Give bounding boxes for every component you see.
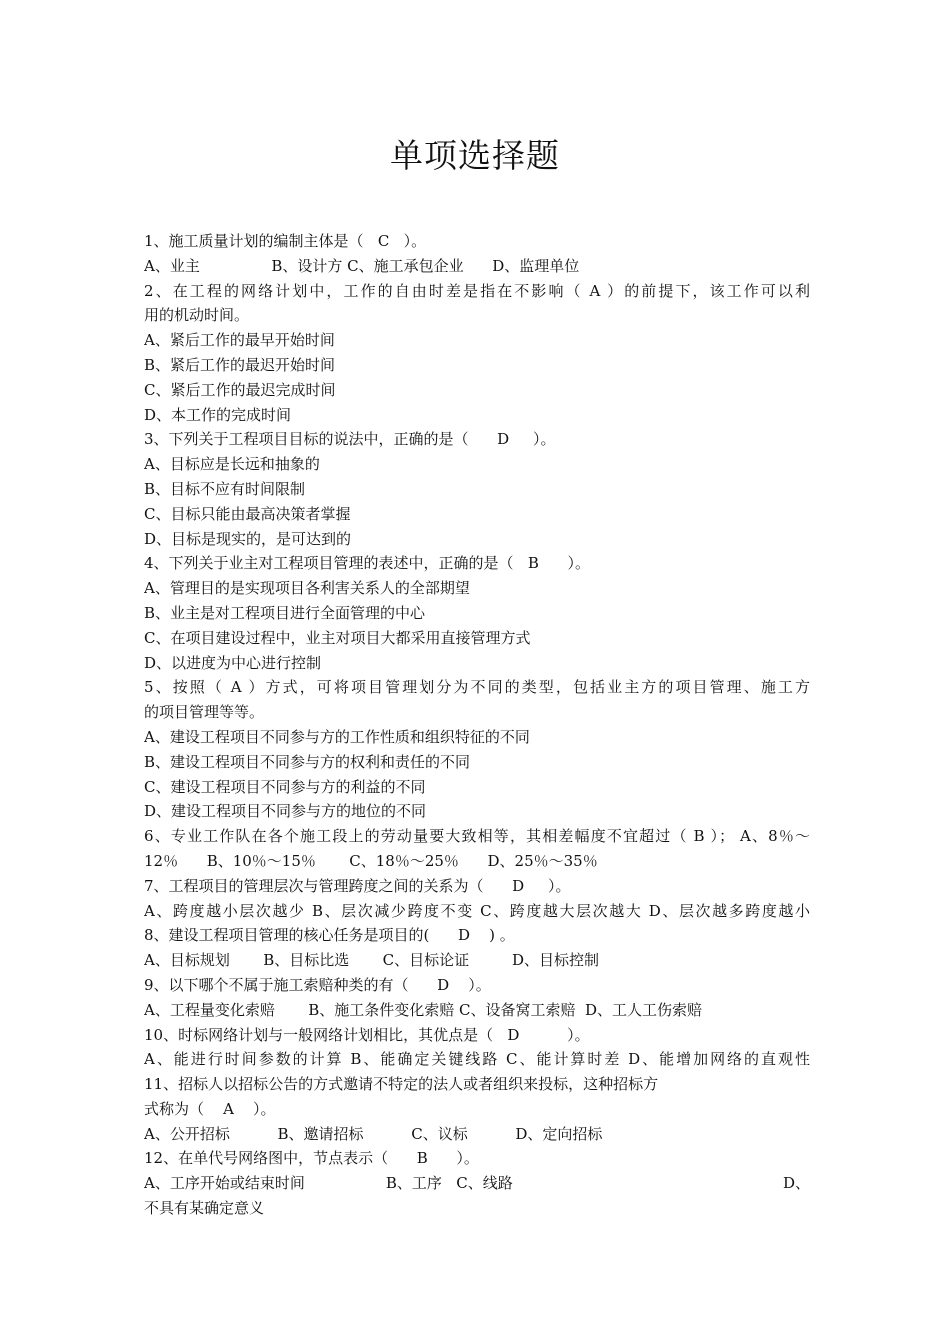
options-8: A、目标规划 B、目标比选 C、目标论证 D、目标控制 — [144, 951, 600, 970]
question-11-line-2: 式称为（ A ）。 — [144, 1099, 276, 1118]
option-2d: D、本工作的完成时间 — [144, 405, 292, 424]
document-title: 单项选择题 — [390, 136, 560, 175]
options-6: 12％ B、10％～15％ C、18％～25％ D、25％～35％ — [144, 851, 598, 870]
question-7: 7、工程项目的管理层次与管理跨度之间的关系为（ D ）。 — [144, 876, 571, 895]
question-4: 4、下列关于业主对工程项目管理的表述中，正确的是（ B ）。 — [144, 554, 590, 573]
options-9: A、工程量变化索赔 B、施工条件变化索赔 C、设备窝工索赔 D、工人工伤索赔 — [144, 1000, 703, 1019]
options-12 — [144, 1171, 810, 1196]
option-3b: B、目标不应有时间限制 — [144, 479, 306, 498]
question-5-line-1: 5、按照（ A ）方式，可将项目管理划分为不同的类型，包括业主方的项目管理、施工方 — [144, 678, 810, 697]
option-3c: C、目标只能由最高决策者掌握 — [144, 504, 351, 523]
question-5-line-2: 的项目管理等等。 — [144, 703, 265, 722]
option-2c: C、紧后工作的最迟完成时间 — [144, 380, 336, 399]
question-12: 12、在单代号网络图中，节点表示（ B ）。 — [144, 1149, 479, 1168]
option-4a: A、管理目的是实现项目各利害关系人的全部期望 — [144, 579, 470, 598]
question-10: 10、时标网络计划与一般网络计划相比，其优点是（ D ）。 — [144, 1025, 590, 1044]
option-5d: D、建设工程项目不同参与方的地位的不同 — [144, 802, 427, 821]
option-4d: D、以进度为中心进行控制 — [144, 653, 322, 672]
option-2a: A、紧后工作的最早开始时间 — [144, 331, 335, 350]
option-4c: C、在项目建设过程中，业主对项目大都采用直接管理方式 — [144, 628, 531, 647]
options-7: A、跨度越小层次越少 B、层次减少跨度不变 C、跨度越大层次越大 D、层次越多跨度越小 — [144, 901, 810, 920]
question-1: 1、施工质量计划的编制主体是（ C ）。 — [144, 232, 427, 250]
option-12d-text: 不具有某确定意义 — [144, 1199, 265, 1218]
options-11: A、公开招标 B、邀请招标 C、议标 D、定向招标 — [144, 1124, 603, 1143]
question-2-line-2: 用的机动时间。 — [144, 306, 250, 325]
option-3d: D、目标是现实的，是可达到的 — [144, 529, 352, 548]
question-3: 3、下列关于工程项目目标的说法中，正确的是（ D ）。 — [144, 430, 556, 449]
option-2b: B、紧后工作的最迟开始时间 — [144, 355, 336, 374]
question-9: 9、以下哪个不属于施工索赔种类的有（ D ）。 — [144, 975, 491, 994]
options-12-left: A、工序开始或结束时间 B、工序 C、线路 — [144, 1174, 513, 1193]
question-11-line-1: 11、招标人以招标公告的方式邀请不特定的法人或者组织来投标，这种招标方 — [144, 1075, 659, 1094]
question-2-line-1: 2、在工程的网络计划中，工作的自由时差是指在不影响（ A ）的前提下，该工作可以利 — [144, 281, 810, 300]
option-5b: B、建设工程项目不同参与方的权利和责任的不同 — [144, 752, 471, 771]
option-3a: A、目标应是长远和抽象的 — [144, 455, 320, 474]
question-6-line-1: 6、专业工作队在各个施工段上的劳动量要大致相等，其相差幅度不宜超过（ B ）； A、8％～ — [144, 827, 810, 846]
option-5a: A、建设工程项目不同参与方的工作性质和组织特征的不同 — [144, 727, 530, 746]
question-list — [144, 229, 810, 1221]
options-10: A、能进行时间参数的计算 B、能确定关键线路 C、能计算时差 D、能增加网络的直观性 — [144, 1050, 810, 1069]
options-1: A、业主 B、设计方 C、施工承包企业 D、监理单位 — [144, 256, 580, 275]
option-5c: C、建设工程项目不同参与方的利益的不同 — [144, 777, 426, 796]
option-4b: B、业主是对工程项目进行全面管理的中心 — [144, 603, 426, 622]
options-12-right: D、 — [782, 1174, 810, 1193]
question-8: 8、建设工程项目管理的核心任务是项目的( D ) 。 — [144, 926, 515, 945]
